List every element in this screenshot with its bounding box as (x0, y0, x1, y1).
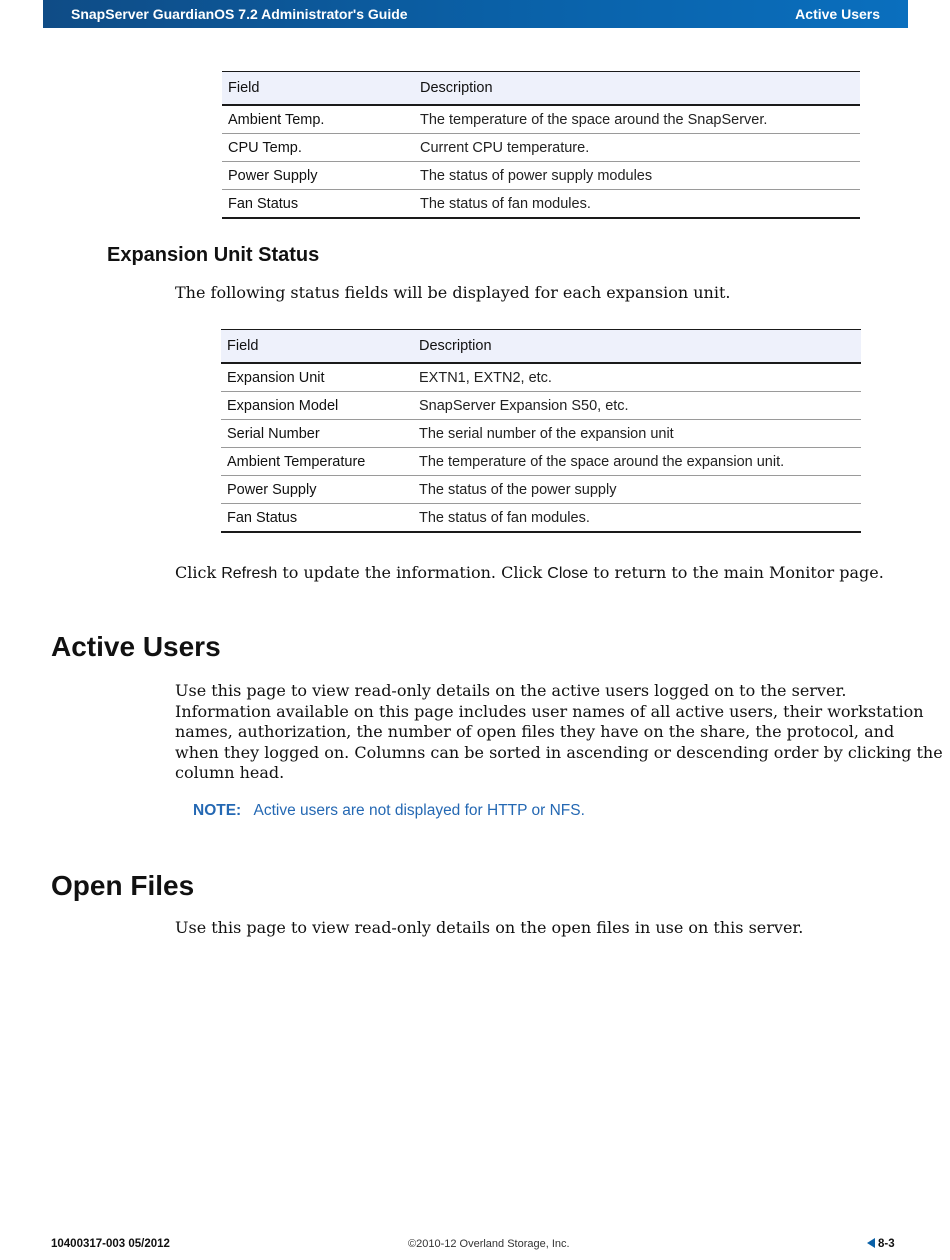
description-cell: The status of the power supply (413, 476, 861, 504)
field-cell: Power Supply (221, 476, 413, 504)
page-header-bar (43, 0, 908, 28)
open-files-description: Use this page to view read-only details on the open files in use on this server. (175, 918, 804, 937)
text-line: Use this page to view read-only details on the active users logged on to the server. (175, 681, 847, 700)
description-cell: SnapServer Expansion S50, etc. (413, 392, 861, 420)
description-cell: The status of power supply modules (414, 162, 860, 190)
column-header-description: Description (413, 330, 861, 364)
note-label: NOTE: (193, 802, 242, 819)
column-header-field: Field (221, 330, 413, 364)
field-cell: Fan Status (222, 190, 414, 219)
expansion-fields-table (221, 329, 861, 533)
table-row (221, 476, 861, 504)
field-cell: CPU Temp. (222, 134, 414, 162)
note (193, 802, 585, 820)
expansion-intro-text: The following status fields will be displayed for each expansion unit. (175, 283, 731, 302)
description-cell: The status of fan modules. (414, 190, 860, 219)
field-cell: Fan Status (221, 504, 413, 533)
description-cell: The serial number of the expansion unit (413, 420, 861, 448)
field-cell: Power Supply (222, 162, 414, 190)
table-header-row (222, 72, 860, 106)
description-cell: The temperature of the space around the SnapServer. (414, 105, 860, 134)
description-cell: EXTN1, EXTN2, etc. (413, 363, 861, 392)
note-text: Active users are not displayed for HTTP or NFS. (253, 802, 585, 819)
description-cell: The status of fan modules. (413, 504, 861, 533)
text-line: names, authorization, the number of open files they have on the share, the protocol, and (175, 722, 895, 742)
field-cell: Ambient Temperature (221, 448, 413, 476)
expansion-unit-status-heading: Expansion Unit Status (107, 244, 320, 266)
open-files-heading: Open Files (51, 870, 195, 901)
field-cell: Expansion Model (221, 392, 413, 420)
table-row (221, 363, 861, 392)
table-row (221, 504, 861, 533)
footer-page-number (867, 1238, 895, 1250)
column-header-field: Field (222, 72, 414, 106)
footer-copyright: ©2010-12 Overland Storage, Inc. (408, 1238, 570, 1250)
field-cell: Ambient Temp. (222, 105, 414, 134)
table-row (222, 134, 860, 162)
close-ui-label: Close (547, 565, 589, 582)
table-header-row (221, 330, 861, 364)
table-row (222, 190, 860, 219)
previous-page-arrow-icon (867, 1238, 875, 1248)
table-row (221, 420, 861, 448)
text-line: column head. (175, 763, 285, 783)
page-number: 8-3 (878, 1238, 895, 1250)
field-cell: Serial Number (221, 420, 413, 448)
status-fields-table (222, 71, 860, 219)
field-cell: Expansion Unit (221, 363, 413, 392)
instruction-text: to update the information. Click (277, 563, 548, 582)
active-users-description (175, 681, 943, 784)
section-title: Active Users (795, 6, 880, 22)
refresh-ui-label: Refresh (221, 565, 278, 582)
text-line: when they logged on. Columns can be sorted in ascending or descending order by clicking the (175, 742, 943, 762)
column-header-description: Description (414, 72, 860, 106)
instruction-text: to return to the main Monitor page. (588, 563, 884, 582)
active-users-heading: Active Users (51, 631, 221, 662)
refresh-close-instructions (175, 563, 884, 585)
table-row (222, 105, 860, 134)
description-cell: Current CPU temperature. (414, 134, 860, 162)
table-row (221, 392, 861, 420)
text-line: Information available on this page includes user names of all active users, their workstation (175, 701, 924, 721)
description-cell: The temperature of the space around the expansion unit. (413, 448, 861, 476)
instruction-text: Click (175, 563, 222, 582)
document-title: SnapServer GuardianOS 7.2 Administrator's Guide (71, 6, 408, 22)
table-row (221, 448, 861, 476)
table-row (222, 162, 860, 190)
footer-document-id: 10400317-003 05/2012 (51, 1238, 170, 1250)
